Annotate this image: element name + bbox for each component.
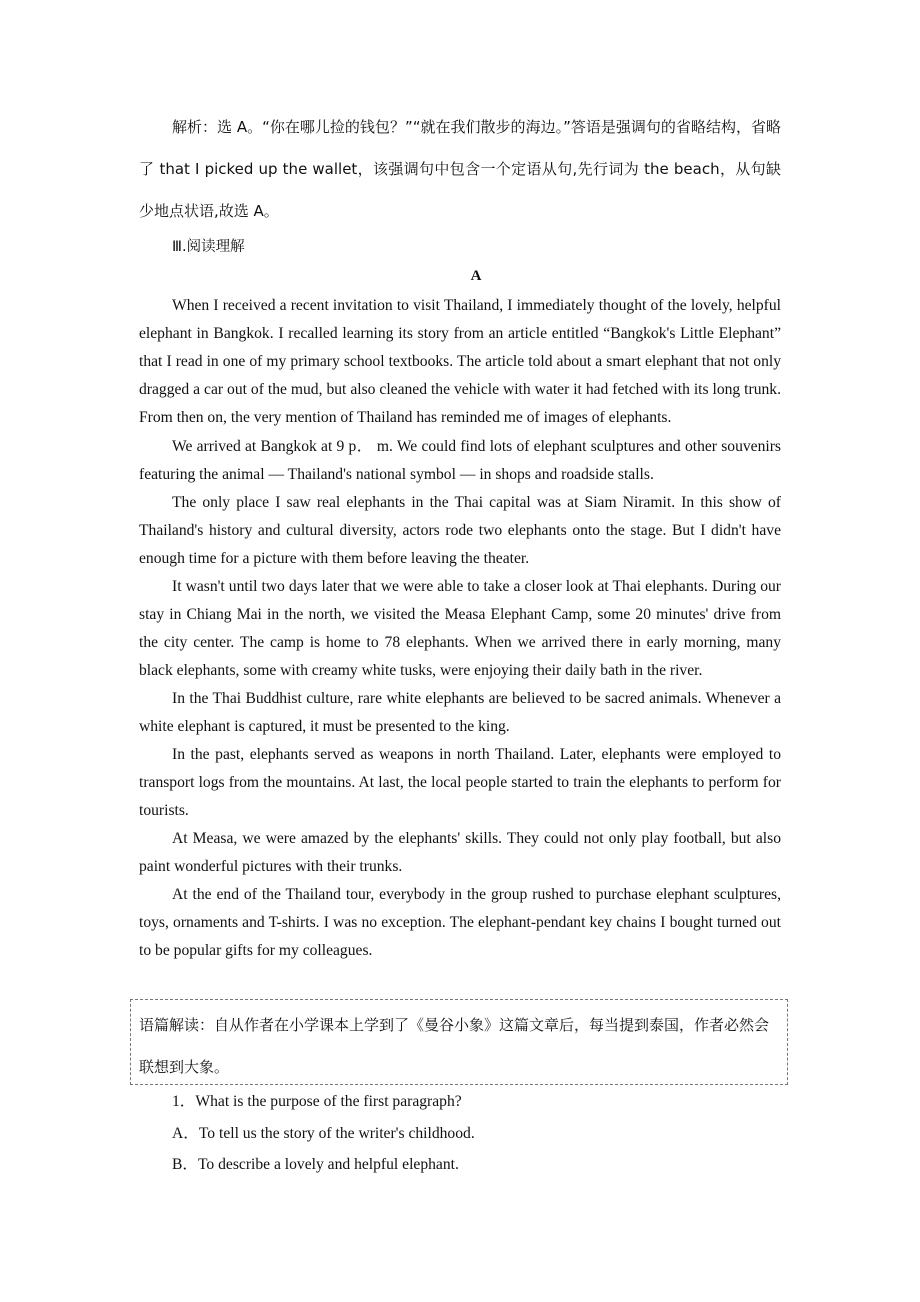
option-b: B．To describe a lovely and helpful elephant. — [172, 1156, 459, 1173]
paragraph: At Measa, we were amazed by the elephants' skills. They could not only play football, but also paint wonderful pictures with their trunks. — [139, 830, 781, 875]
paragraph: When I received a recent invitation to visit Thailand, I immediately thought of the lovely, helpful elephant in Bangkok. I recalled learning its story from an article entitled “Bangkok's Little Elephant” that I read in one of my primary school textbooks. The article told about a smart elephant that not only dragged a car out of the mud, but also cleaned the vehicle with water it had fetched with its long trunk. From then on, the very mention of Thailand has reminded me of images of elephants. — [139, 297, 781, 426]
option-a: A．To tell us the story of the writer's childhood. — [172, 1125, 475, 1142]
paragraph: We arrived at Bangkok at 9 p． m. We could find lots of elephant sculptures and other souvenirs featuring the animal — Thailand's national symbol — in shops and roadside stalls. — [139, 438, 781, 483]
passage — [139, 292, 781, 965]
analysis-text: 解析：选 A。“你在哪儿捡的钱包？”“就在我们散步的海边。”答语是强调句的省略结构，省略了 that I picked up the wallet，该强调句中包含一个定语从句,先行词为 the beach，从句缺少地点状语,故选 A。 — [139, 118, 781, 220]
paragraph: In the past, elephants served as weapons in north Thailand. Later, elephants were employed to transport logs from the mountains. At last, the local people started to train the elephants to perform for tourists. — [139, 746, 781, 819]
paragraph: It wasn't until two days later that we were able to take a closer look at Thai elephants. During our stay in Chiang Mai in the north, we visited the Measa Elephant Camp, some 20 minutes' drive from the city center. The camp is home to 78 elephants. When we arrived there in early morning, many black elephants, some with creamy white tusks, were enjoying their daily bath in the river. — [139, 578, 781, 679]
paragraph: The only place I saw real elephants in the Thai capital was at Siam Niramit. In this show of Thailand's history and cultural diversity, actors rode two elephants onto the stage. But I didn't have enough time for a picture with them before leaving the theater. — [139, 494, 781, 567]
analysis-block — [139, 106, 781, 232]
section-heading: Ⅲ.阅读理解 — [172, 239, 245, 255]
passage-title: A — [470, 268, 482, 284]
paragraph: At the end of the Thailand tour, everybody in the group rushed to purchase elephant sculptures, toys, ornaments and T-shirts. I was no exception. The elephant-pendant key chains I bought turned out to be popular gifts for my colleagues. — [139, 886, 781, 959]
question-stem: 1．What is the purpose of the first paragraph? — [172, 1093, 462, 1110]
summary-box: 语篇解读：自从作者在小学课本上学到了《曼谷小象》这篇文章后，每当提到泰国，作者必然会联想到大象。 — [130, 999, 788, 1085]
paragraph: In the Thai Buddhist culture, rare white elephants are believed to be sacred animals. Whenever a white elephant is captured, it must be presented to the king. — [139, 690, 781, 735]
